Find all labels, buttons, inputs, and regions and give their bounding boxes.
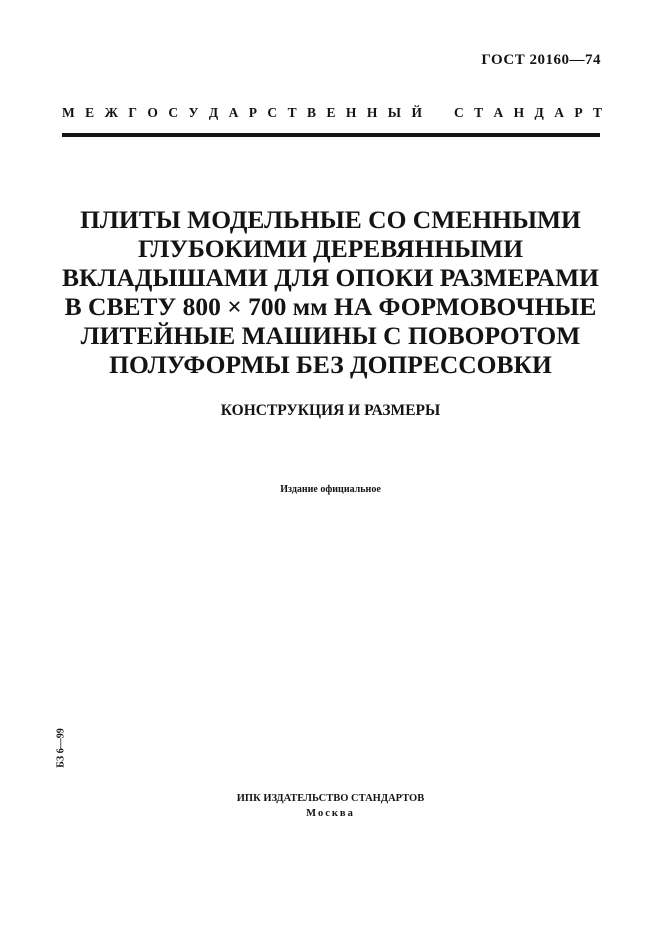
heading-letter: С (454, 105, 464, 120)
heading-letter: О (147, 105, 158, 120)
title-line: ПОЛУФОРМЫ БЕЗ ДОПРЕССОВКИ (109, 350, 552, 379)
publisher-name: ИПК ИЗДАТЕЛЬСТВО СТАНДАРТОВ (236, 793, 425, 804)
side-mark: БЗ 6—99 (55, 728, 67, 768)
interstate-word (62, 105, 422, 121)
standard-word (454, 105, 602, 121)
heading-letter: У (188, 105, 199, 120)
heading-letter: Т (474, 105, 484, 120)
heading-letter: Г (128, 105, 137, 120)
header-rule (62, 133, 600, 137)
interstate-standard-heading (62, 105, 602, 121)
heading-letter: Ж (104, 105, 118, 120)
title-line: ПЛИТЫ МОДЕЛЬНЫЕ СО СМЕННЫМИ (80, 205, 581, 234)
heading-letter: Е (85, 105, 95, 120)
publisher-city: Москва (306, 808, 355, 819)
heading-letter: Д (534, 105, 544, 120)
title-line: В СВЕТУ 800 × 700 мм НА ФОРМОВОЧНЫЕ (64, 292, 597, 321)
heading-letter: С (267, 105, 278, 120)
heading-letter: А (228, 105, 239, 120)
document-subtitle: КОНСТРУКЦИЯ И РАЗМЕРЫ (220, 402, 441, 419)
gost-code: ГОСТ 20160—74 (481, 52, 601, 68)
heading-letter: А (554, 105, 564, 120)
heading-letter: Н (513, 105, 525, 120)
title-line: ЛИТЕЙНЫЕ МАШИНЫ С ПОВОРОТОМ (80, 321, 581, 350)
heading-letter: Р (248, 105, 257, 120)
heading-letter: М (62, 105, 75, 120)
heading-letter: Д (208, 105, 219, 120)
heading-letter: Р (574, 105, 583, 120)
heading-letter: Й (411, 105, 422, 120)
heading-letter: С (168, 105, 179, 120)
heading-letter: Е (326, 105, 336, 120)
heading-letter: Н (366, 105, 378, 120)
heading-letter: Т (287, 105, 297, 120)
heading-letter: В (307, 105, 317, 120)
heading-letter: Т (592, 105, 602, 120)
title-line: ГЛУБОКИМИ ДЕРЕВЯННЫМИ (137, 234, 524, 263)
title-line: ВКЛАДЫШАМИ ДЛЯ ОПОКИ РАЗМЕРАМИ (62, 263, 599, 292)
heading-letter: А (493, 105, 504, 120)
document-title (40, 205, 621, 379)
heading-letter: Н (345, 105, 357, 120)
edition-note: Издание официальное (280, 484, 381, 495)
heading-letter: Ы (387, 105, 402, 120)
